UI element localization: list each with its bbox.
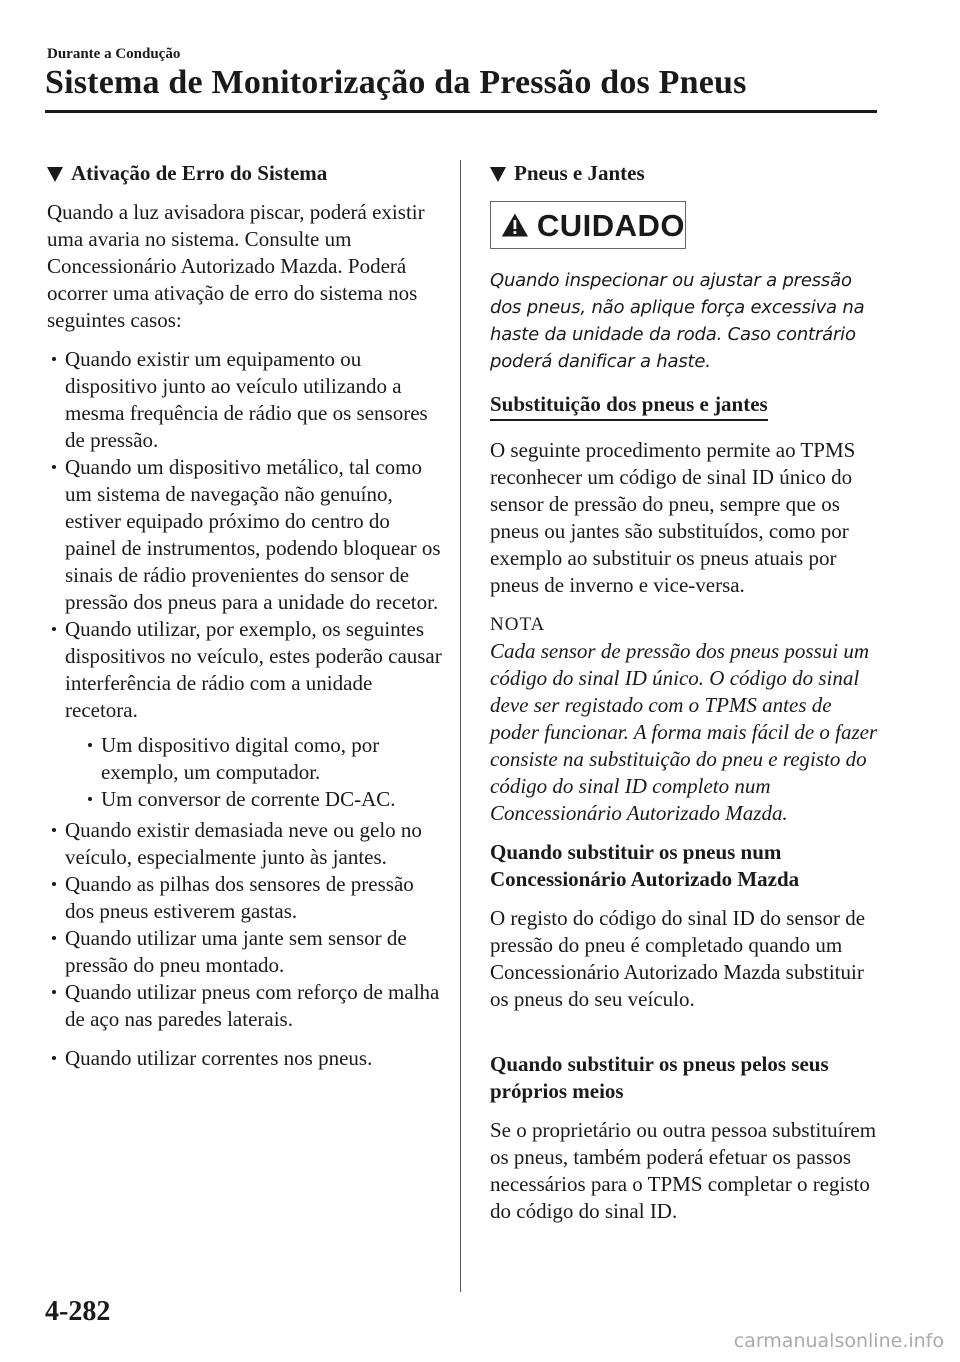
list-item: Quando existir demasiada neve ou gelo no veículo, especialmente junto às jantes. [47, 817, 442, 871]
intro-paragraph: Quando a luz avisadora piscar, poderá existir uma avaria no sistema. Consulte um Concessionário Autorizado Mazda. Poderá ocorrer uma ativação de erro do sistema nos seguintes casos: [47, 200, 425, 332]
list-item: Quando um dispositivo metálico, tal como um sistema de navegação não genuíno, estiver equipado próximo do centro do painel de instrumentos, podendo bloquear os sinais de rádio provenientes do sensor de pressão dos pneus para a unidade do recetor. [47, 454, 442, 616]
right-column [490, 160, 885, 1237]
subheading-dealer-replacement: Quando substituir os pneus num Concessionário Autorizado Mazda [490, 840, 800, 891]
device-sublist [83, 732, 442, 813]
note-text: Cada sensor de pressão dos pneus possui um código do sinal ID único. O código do sinal deve ser registado com o TPMS antes de poder funcionar. A forma mais fácil de o fazer consiste na substituição do pneu e registo do código do sinal ID completo num Concessionário Autorizado Mazda. [490, 639, 878, 825]
caution-label: CUIDADO [536, 207, 685, 243]
bullet-icon [52, 990, 56, 994]
list-item: Quando utilizar pneus com reforço de malha de aço nas paredes laterais. [47, 979, 442, 1033]
caution-box [490, 201, 686, 249]
page-title: Sistema de Monitorização da Pressão dos Pneus [45, 64, 747, 101]
section-heading-system-error [47, 160, 442, 187]
list-item: Quando utilizar, por exemplo, os seguintes dispositivos no veículo, estes poderão causar interferência de rádio com a unidade recetora. Um dispositivo digital como, por exemplo, um computador. Um conversor de corrente DC-AC. [47, 616, 442, 813]
watermark: carmanualsonline.info [733, 1330, 944, 1352]
triangle-down-icon [47, 167, 63, 182]
warning-triangle-icon [501, 210, 529, 240]
replacement-paragraph: O seguinte procedimento permite ao TPMS reconhecer um código de sinal ID único do sensor de pressão do pneu, sempre que os pneus ou jantes são substituídos, como por exemplo ao substituir os pneus atuais por pneus de inverno e vice-versa. [490, 438, 856, 597]
bullet-icon [52, 936, 56, 940]
bullet-icon [52, 357, 56, 361]
bullet-icon [88, 797, 92, 801]
triangle-down-icon [490, 167, 506, 182]
section-heading-text: Pneus e Jantes [514, 161, 645, 185]
bullet-icon [52, 882, 56, 886]
section-heading-text: Ativação de Erro do Sistema [71, 161, 328, 185]
bullet-icon [52, 465, 56, 469]
list-item: Quando utilizar uma jante sem sensor de pressão do pneu montado. [47, 925, 442, 979]
cases-list [47, 346, 442, 1072]
subheading-replacement: Substituição dos pneus e jantes [490, 391, 768, 421]
note-label: NOTA [490, 614, 546, 635]
header-rule [45, 110, 877, 113]
section-heading-tyres-wheels [490, 160, 885, 187]
spacer [490, 1025, 885, 1051]
sublist-item: Um conversor de corrente DC-AC. [83, 786, 442, 813]
running-header-section: Durante a Condução [47, 46, 181, 62]
self-replacement-paragraph: Se o proprietário ou outra pessoa substituírem os pneus, também poderá efetuar os passos necessários para o TPMS completar o registo do código do sinal ID. [490, 1118, 877, 1223]
dealer-paragraph: O registo do código do sinal ID do sensor de pressão do pneu é completado quando um Concessionário Autorizado Mazda substituir os pneus do seu veículo. [490, 906, 866, 1011]
bullet-icon [52, 828, 56, 832]
column-divider [460, 160, 461, 1292]
list-item: Quando as pilhas dos sensores de pressão dos pneus estiverem gastas. [47, 871, 442, 925]
sublist-item: Um dispositivo digital como, por exemplo, um computador. [83, 732, 442, 786]
subheading-self-replacement: Quando substituir os pneus pelos seus próprios meios [490, 1052, 829, 1103]
bullet-icon [52, 1056, 56, 1060]
bullet-icon [52, 627, 56, 631]
bullet-icon [88, 743, 92, 747]
caution-text: Quando inspecionar ou ajustar a pressão dos pneus, não aplique força excessiva na haste da unidade da roda. Caso contrário poderá danificar a haste. [490, 270, 865, 372]
left-column [47, 160, 442, 1072]
list-item: Quando utilizar correntes nos pneus. [47, 1045, 442, 1072]
page-number: 4-282 [45, 1296, 111, 1327]
list-item: Quando existir um equipamento ou dispositivo junto ao veículo utilizando a mesma frequência de rádio que os sensores de pressão. [47, 346, 442, 454]
